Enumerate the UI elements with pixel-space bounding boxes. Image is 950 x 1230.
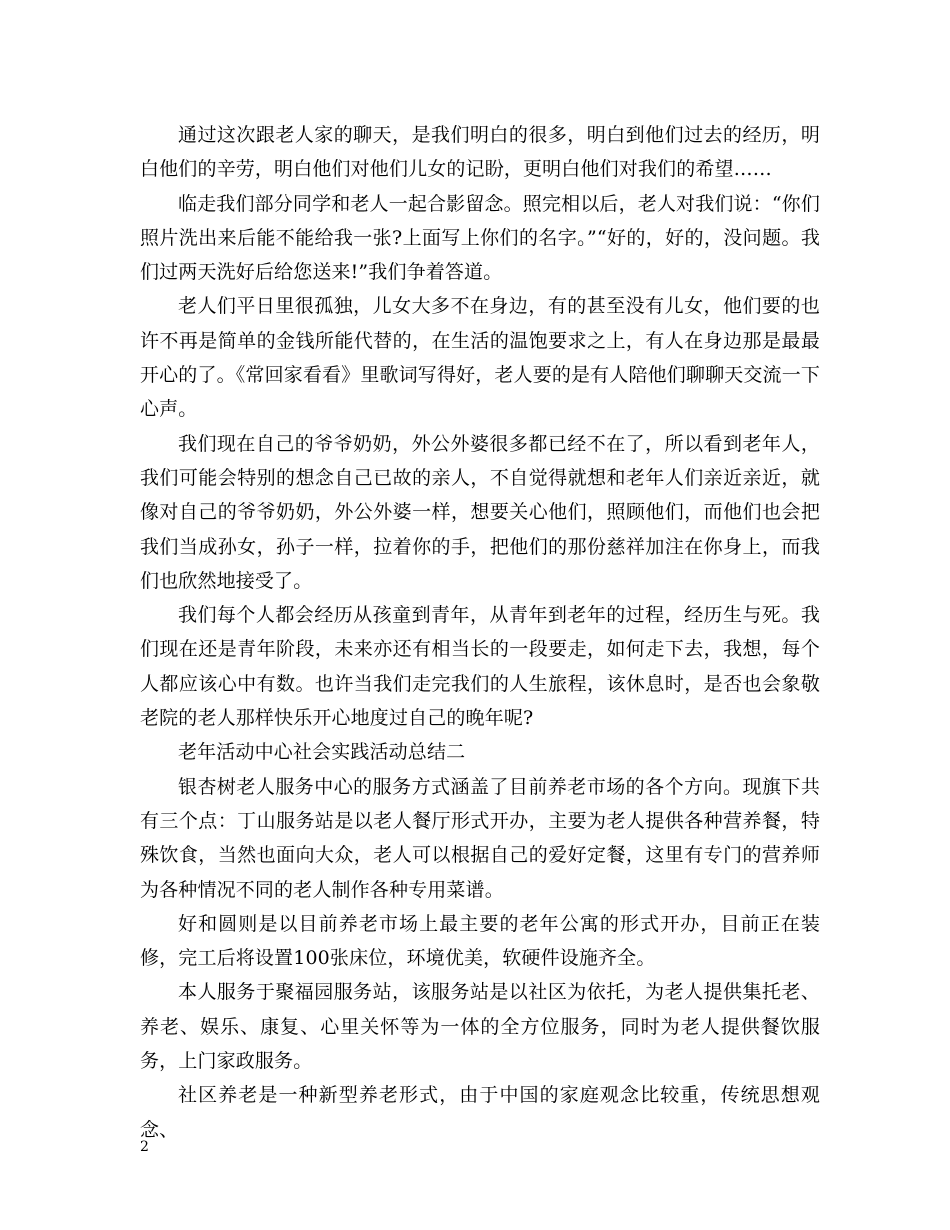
section-heading: 老年活动中心社会实践活动总结二 xyxy=(178,741,466,764)
paragraph: 我们现在自己的爷爷奶奶，外公外婆很多都已经不在了，所以看到老年人，我们可能会特别的想念自己已故的亲人，不自觉得就想和老年人们亲近亲近，就像对自己的爷爷奶奶，外公外婆一样，想要关心他们，照顾他们，而他们也会把我们当成孙女，孙子一样，拉着你的手，把他们的那份慈祥加注在你身上，而我们也欣然地接受了。 xyxy=(140,432,820,592)
paragraph: 我们每个人都会经历从孩童到青年，从青年到老年的过程，经历生与死。我们现在还是青年阶段，未来亦还有相当长的一段要走，如何走下去，我想，每个人都应该心中有数。也许当我们走完我们的人生旅程，该休息时，是否也会象敬老院的老人那样快乐开心地度过自己的晚年呢? xyxy=(140,604,820,730)
page-number: 2 xyxy=(140,1139,149,1155)
paragraph: 本人服务于聚福园服务站，该服务站是以社区为依托，为老人提供集托老、养老、娱乐、康复、心里关怀等为一体的全方位服务，同时为老人提供餐饮服务，上门家政服务。 xyxy=(140,981,820,1073)
body-text xyxy=(140,118,820,1147)
paragraph: 社区养老是一种新型养老形式，由于中国的家庭观念比较重，传统思想观念、 xyxy=(140,1084,820,1141)
paragraph: 通过这次跟老人家的聊天，是我们明白的很多，明白到他们过去的经历，明白他们的辛劳，明白他们对他们儿女的记盼，更明白他们对我们的希望…… xyxy=(140,124,820,181)
paragraph: 银杏树老人服务中心的服务方式涵盖了目前养老市场的各个方向。现旗下共有三个点：丁山服务站是以老人餐厅形式开办，主要为老人提供各种营养餐，特殊饮食，当然也面向大众，老人可以根据自己的爱好定餐，这里有专门的营养师为各种情况不同的老人制作各种专用菜谱。 xyxy=(140,775,820,901)
paragraph: 临走我们部分同学和老人一起合影留念。照完相以后，老人对我们说：“你们照片洗出来后能不能给我一张?上面写上你们的名字。”“好的，好的，没问题。我们过两天洗好后给您送来!”我们争着答道。 xyxy=(140,192,820,284)
paragraph: 好和圆则是以目前养老市场上最主要的老年公寓的形式开办，目前正在装修，完工后将设置100张床位，环境优美，软硬件设施齐全。 xyxy=(140,912,820,970)
paragraph: 老人们平日里很孤独，儿女大多不在身边，有的甚至没有儿女，他们要的也许不再是简单的金钱所能代替的，在生活的温饱要求之上，有人在身边那是最最开心的了。《常回家看看》里歌词写得好，老人要的是有人陪他们聊聊天交流一下心声。 xyxy=(140,295,820,421)
